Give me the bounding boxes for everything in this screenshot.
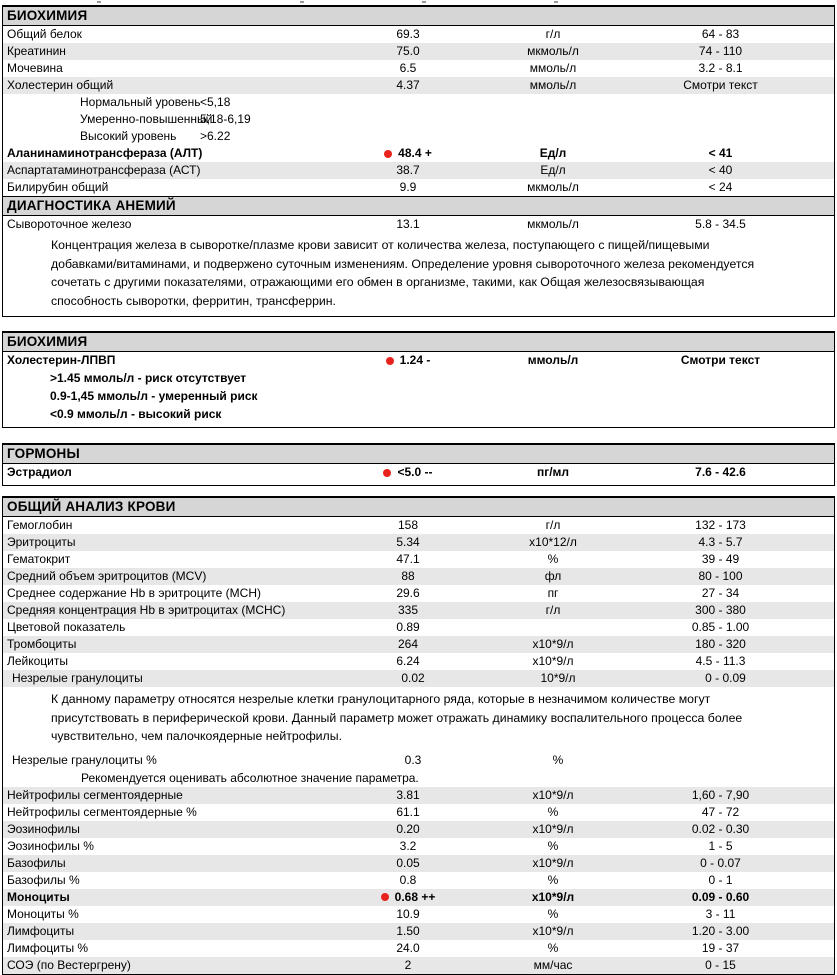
abnormal-flag-icon — [381, 893, 389, 901]
threshold-value: <5,18 — [200, 95, 231, 109]
risk-note: >1.45 ммоль/л - риск отсутствует — [50, 371, 247, 385]
test-value-text: 0.05 — [396, 855, 420, 870]
test-row — [3, 585, 834, 602]
test-value — [348, 602, 468, 619]
test-unit: % — [547, 552, 559, 566]
test-row — [3, 787, 834, 804]
threshold-value: >6.22 — [200, 129, 231, 143]
test-name: Лимфоциты % — [7, 940, 89, 955]
test-value — [348, 60, 468, 77]
test-reference-range: 0.85 - 1.00 — [691, 620, 750, 634]
clipped-text-strip — [2, 0, 835, 5]
test-unit: г/л — [545, 518, 561, 532]
test-value-text: 6.5 — [399, 61, 417, 75]
section-title: ДИАГНОСТИКА АНЕМИЙ — [3, 196, 834, 216]
test-reference-range: 80 - 100 — [698, 569, 743, 583]
test-unit: фл — [544, 569, 562, 583]
test-name: Общий белок — [7, 27, 82, 41]
test-reference-range: 1,60 - 7,90 — [691, 787, 750, 802]
test-reference-range: < 24 — [708, 180, 733, 194]
test-unit: х10*9/л — [531, 889, 575, 904]
test-row — [3, 43, 834, 60]
test-value — [348, 77, 468, 94]
test-name: Моноциты — [7, 889, 70, 904]
test-value-text: 6.24 — [396, 654, 420, 668]
test-value-text: 3.2 — [399, 838, 417, 853]
test-value — [348, 636, 468, 653]
test-value-text: 61.1 — [396, 804, 420, 819]
test-value — [348, 923, 468, 940]
clipped-text-remnant — [422, 1, 426, 3]
test-row — [3, 179, 834, 196]
section-box — [2, 5, 835, 317]
test-value — [348, 787, 468, 804]
test-reference-range: 4.5 - 11.3 — [695, 654, 746, 668]
test-name: Эозинофилы % — [7, 838, 94, 853]
test-name: Нейтрофилы сегментоядерные — [7, 787, 183, 802]
threshold-row — [3, 94, 834, 111]
test-row — [3, 568, 834, 585]
section-title: ОБЩИЙ АНАЛИЗ КРОВИ — [3, 498, 834, 517]
test-unit: ммоль/л — [529, 61, 577, 75]
test-reference-range: 0 - 0.09 — [705, 671, 746, 685]
test-name: Гемоглобин — [7, 518, 73, 532]
test-value — [348, 872, 468, 889]
test-unit: 10*9/л — [540, 671, 576, 685]
test-row — [3, 26, 834, 43]
test-reference-range: 132 - 173 — [695, 518, 746, 532]
test-value-text: 0.68 ++ — [394, 889, 436, 904]
test-value — [353, 670, 473, 687]
test-reference-range: 5.8 - 34.5 — [695, 217, 746, 231]
test-row — [3, 216, 834, 233]
test-row — [3, 940, 834, 957]
test-row — [3, 352, 834, 369]
test-value-text: 1.24 - — [399, 353, 431, 367]
test-name: Эстрадиол — [7, 465, 72, 479]
test-row — [3, 872, 834, 889]
test-reference-range: Смотри текст — [683, 78, 758, 92]
test-value-text: 0.8 — [399, 872, 417, 887]
test-name: Среднее содержание Hb в эритроците (MCH) — [7, 586, 261, 600]
test-row — [3, 619, 834, 636]
test-value-text: 75.0 — [396, 44, 420, 58]
test-reference-range: 64 - 83 — [701, 27, 740, 41]
test-value — [348, 585, 468, 602]
test-name: Цветовой показатель — [7, 620, 126, 634]
test-reference-range: 0 - 15 — [705, 957, 736, 972]
test-value — [348, 906, 468, 923]
test-value-text: 3.81 — [396, 787, 420, 802]
section-title: ГОРМОНЫ — [3, 445, 834, 464]
test-unit: г/л — [545, 603, 561, 617]
test-reference-range: < 40 — [708, 163, 733, 177]
test-value-text: <5.0 -- — [397, 465, 433, 479]
test-row — [3, 517, 834, 534]
risk-note: <0.9 ммоль/л - высокий риск — [50, 407, 222, 421]
test-value — [348, 821, 468, 838]
test-name: Мочевина — [7, 61, 63, 75]
test-unit: % — [547, 906, 559, 921]
comment-paragraph: Концентрация железа в сыворотке/плазме крови зависит от количества железа, поступающего с пищей/пищевыми добавками/витаминами, и подвержено суточным изменениям. Определение уровня сывороточного железа рекомендуется сочетать с другими показателями, отражающими его обмен в организме, такими, как Общая железосвязывающая способность сыворотки, ферритин, трансферрин. — [51, 238, 755, 308]
test-name: Средний объем эритроцитов (MCV) — [7, 569, 207, 583]
test-reference-range: 27 - 34 — [701, 586, 740, 600]
test-row — [3, 821, 834, 838]
threshold-label: Умеренно-повышенный — [80, 112, 213, 126]
test-unit: пг — [547, 586, 559, 600]
advice-note: Рекомендуется оценивать абсолютное значение параметра. — [81, 770, 419, 785]
test-row — [3, 923, 834, 940]
test-name: Незрелые гранулоциты — [12, 671, 143, 685]
abnormal-flag-icon — [383, 469, 391, 477]
test-value-text: 4.37 — [396, 78, 420, 92]
test-reference-range: 0.09 - 0.60 — [691, 889, 750, 904]
comment-paragraph: К данному параметру относятся незрелые клетки гранулоцитарного ряда, которые в незначимом количестве могут присутствовать в периферической крови. Данный параметр может отражать динамику воспалительного процесса более чувствительно, чем палочкоядерные нейтрофилы. — [51, 692, 743, 743]
test-unit: х10*9/л — [532, 654, 574, 668]
clipped-text-remnant — [97, 1, 101, 3]
test-reference-range: < 41 — [708, 146, 733, 160]
test-value — [348, 551, 468, 568]
test-reference-range: 180 - 320 — [695, 637, 746, 651]
test-reference-range: 3 - 11 — [705, 906, 736, 921]
test-value — [348, 43, 468, 60]
threshold-row — [3, 128, 834, 145]
test-row — [3, 602, 834, 619]
test-value — [348, 838, 468, 855]
test-unit: х10*9/л — [532, 637, 574, 651]
test-value — [348, 653, 468, 670]
test-unit: % — [552, 752, 564, 767]
test-unit: % — [547, 804, 559, 819]
test-name: Билирубин общий — [7, 180, 109, 194]
test-row — [3, 855, 834, 872]
test-value-text: 158 — [397, 518, 419, 532]
test-value — [348, 957, 468, 974]
section-title: БИОХИМИЯ — [3, 7, 834, 26]
test-value-text: 0.20 — [396, 821, 420, 836]
test-reference-range: 0.02 - 0.30 — [691, 821, 750, 836]
risk-note: 0.9-1,45 ммоль/л - умеренный риск — [50, 389, 258, 403]
test-reference-range: 300 - 380 — [695, 603, 746, 617]
section-box — [2, 496, 835, 975]
test-unit: мм/час — [533, 957, 573, 972]
test-value-text: 0.89 — [396, 620, 420, 634]
test-name: Сывороточное железо — [7, 217, 132, 231]
test-value — [353, 752, 473, 769]
test-value-text: 264 — [397, 637, 419, 651]
test-value-text: 2 — [404, 957, 412, 972]
test-row — [3, 653, 834, 670]
test-reference-range: Смотри текст — [680, 353, 761, 367]
test-reference-range: 4.3 - 5.7 — [698, 535, 743, 549]
test-unit: х10*9/л — [532, 821, 574, 836]
test-value — [348, 534, 468, 551]
test-name: Холестерин-ЛПВП — [7, 353, 116, 367]
test-unit: % — [547, 940, 559, 955]
test-unit: х10*9/л — [532, 787, 574, 802]
test-row — [3, 752, 834, 769]
test-row — [3, 670, 834, 687]
test-value-text: 9.9 — [399, 180, 417, 194]
test-value-text: 0.3 — [404, 752, 422, 767]
test-unit: х10*9/л — [532, 923, 574, 938]
test-value-text: 335 — [397, 603, 419, 617]
test-name: Моноциты % — [7, 906, 79, 921]
test-reference-range: 3.2 - 8.1 — [698, 61, 743, 75]
test-name: Базофилы % — [7, 872, 80, 887]
test-reference-range: 19 - 37 — [701, 940, 740, 955]
test-unit: Ед/л — [540, 163, 566, 177]
test-reference-range: 47 - 72 — [701, 804, 740, 819]
test-row — [3, 162, 834, 179]
test-value-text: 38.7 — [396, 163, 420, 177]
test-value-text: 5.34 — [396, 535, 420, 549]
test-name: Аланинаминотрансфераза (АЛТ) — [7, 146, 203, 160]
test-row — [3, 906, 834, 923]
test-value — [348, 804, 468, 821]
test-value — [348, 619, 468, 636]
test-row — [3, 889, 834, 906]
test-reference-range: 1 - 5 — [708, 838, 733, 853]
test-value — [348, 940, 468, 957]
test-unit: пг/мл — [536, 465, 570, 479]
test-value — [348, 26, 468, 43]
test-value-text: 1.50 — [396, 923, 420, 938]
test-unit: х10*12/л — [529, 535, 577, 549]
threshold-label: Нормальный уровень — [80, 95, 201, 109]
test-unit: Ед/л — [539, 146, 567, 160]
test-unit: % — [547, 872, 559, 887]
section-title: БИОХИМИЯ — [3, 333, 834, 352]
test-value — [348, 179, 468, 196]
test-value — [348, 216, 468, 233]
test-unit: х10*9/л — [532, 855, 574, 870]
test-value — [348, 855, 468, 872]
test-value — [348, 162, 468, 179]
test-row — [3, 145, 834, 162]
test-value — [348, 568, 468, 585]
test-unit: ммоль/л — [529, 78, 577, 92]
test-reference-range: 0 - 1 — [708, 872, 733, 887]
test-value — [348, 145, 468, 162]
test-reference-range: 74 - 110 — [698, 44, 743, 58]
test-name: Лейкоциты — [7, 654, 69, 668]
test-value-text: 88 — [401, 569, 415, 583]
test-name: Холестерин общий — [7, 78, 114, 92]
test-reference-range: 1.20 - 3.00 — [691, 923, 750, 938]
test-name: Нейтрофилы сегментоядерные % — [7, 804, 197, 819]
test-value — [348, 517, 468, 534]
threshold-row — [3, 111, 834, 128]
test-unit: мкмоль/л — [527, 44, 579, 58]
threshold-value: 5,18-6,19 — [200, 112, 251, 126]
test-value-text: 10.9 — [396, 906, 420, 921]
test-reference-range: 7.6 - 42.6 — [695, 465, 746, 479]
test-row — [3, 77, 834, 94]
test-row — [3, 957, 834, 974]
test-row — [3, 636, 834, 653]
test-row — [3, 551, 834, 568]
clipped-text-remnant — [554, 1, 558, 3]
test-unit: мкмоль/л — [527, 217, 579, 231]
test-name: Базофилы — [7, 855, 66, 870]
test-name: СОЭ (по Вестергрену) — [7, 957, 131, 972]
test-name: Креатинин — [7, 44, 66, 58]
test-name: Тромбоциты — [7, 637, 77, 651]
test-unit: г/л — [545, 27, 561, 41]
test-name: Средняя концентрация Hb в эритроцитах (MCHC) — [7, 603, 286, 617]
test-row — [3, 804, 834, 821]
abnormal-flag-icon — [386, 357, 394, 365]
test-name: Аспартатаминотрансфераза (АСТ) — [7, 163, 201, 177]
test-value-text: 48.4 + — [398, 146, 432, 160]
test-value-text: 24.0 — [396, 940, 420, 955]
test-row — [3, 838, 834, 855]
test-value — [348, 464, 468, 481]
report — [0, 5, 837, 975]
test-name: Гематокрит — [7, 552, 71, 566]
abnormal-flag-icon — [384, 150, 392, 158]
test-value — [348, 889, 468, 906]
test-unit: ммоль/л — [527, 353, 579, 367]
section-box — [2, 331, 835, 428]
test-unit: мкмоль/л — [527, 180, 579, 194]
test-row — [3, 464, 834, 481]
test-value-text: 47.1 — [396, 552, 420, 566]
clipped-text-remnant — [300, 1, 304, 3]
test-value — [348, 352, 468, 369]
test-value-text: 29.6 — [396, 586, 420, 600]
test-name: Эритроциты — [7, 535, 76, 549]
test-name: Незрелые гранулоциты % — [12, 752, 157, 767]
test-value-text: 13.1 — [396, 217, 420, 231]
test-name: Эозинофилы — [7, 821, 80, 836]
test-unit: % — [547, 838, 559, 853]
test-value-text: 0.02 — [401, 671, 425, 685]
test-row — [3, 60, 834, 77]
test-reference-range: 0 - 0.07 — [700, 855, 741, 870]
test-row — [3, 534, 834, 551]
test-name: Лимфоциты — [7, 923, 75, 938]
threshold-label: Высокий уровень — [80, 129, 177, 143]
test-value-text: 69.3 — [396, 27, 420, 41]
test-reference-range: 39 - 49 — [701, 552, 740, 566]
section-box — [2, 443, 835, 486]
